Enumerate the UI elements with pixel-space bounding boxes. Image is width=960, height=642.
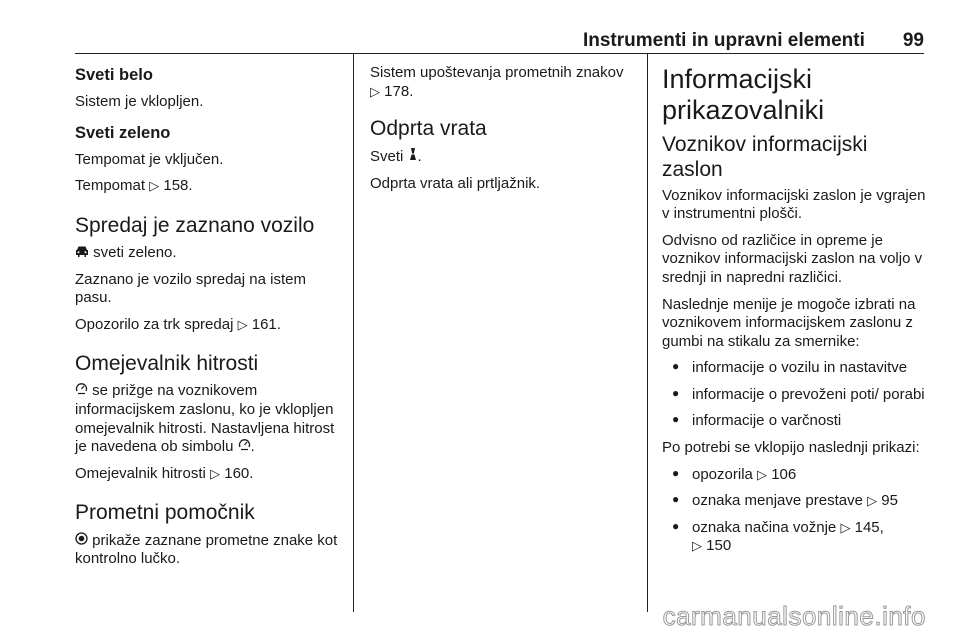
reference-arrow-icon: ▷ [237,316,248,332]
car-front-icon [75,244,89,261]
paragraph [75,316,345,335]
page-reference[interactable]: 161. [251,315,281,333]
paragraph-text: se prižge na voznikovem informacijskem zaslonu, ko je vklopljen omejevalnik hitrosti. Nastavljena hitrost je navedena ob simbolu [75,382,335,456]
list-item: ● informacije o varčnosti [662,412,930,431]
paragraph: Tempomat je vključen. [75,150,224,168]
list-item [662,519,930,556]
paragraph: se prižge na voznikovem informacijskem zaslonu, ko je vklopljen omejevalnik hitrosti. Nastavljena hitrost je navedena ob simbolu . [75,382,335,456]
paragraph: Sistem je vklopljen. [75,93,204,110]
paragraph: Naslednje menije je mogoče izbrati na voznikovem informacijskem zaslonu z gumbi na stikalu za smernike: [662,295,916,350]
header-divider [75,53,924,54]
reference-arrow-icon: ▷ [757,466,768,482]
paragraph [75,244,345,263]
page-reference[interactable]: 150 [706,537,732,555]
paragraph: Odvisno od različice in opreme je voznikov informacijski zaslon na voljo v srednji in napredni različici. [662,231,923,286]
menu-list [662,359,930,431]
list-item: ● informacije o vozilu in nastavitve [662,359,930,378]
paragraph: Po potrebi se vklopijo naslednji prikazi: [662,439,920,457]
reference-arrow-icon: ▷ [370,83,380,99]
reference-arrow-icon: ▷ [149,178,160,194]
reference-arrow-icon: ▷ [840,519,851,535]
section-heading-traffic-assistant: Prometni pomočnik [75,501,255,525]
paragraph-text: sveti zeleno. [93,243,177,261]
paragraph: Voznikov informacijski zaslon je vgrajen v instrumentni plošči. [662,186,926,223]
list-item [662,466,930,485]
section-heading-white: Sveti belo [75,66,153,84]
display-list [662,466,930,556]
column-divider-2 [647,54,648,612]
column-right [662,64,930,564]
page-reference[interactable]: 158. [163,177,193,195]
paragraph-text: prikaže zaznane prometne znake kot kontrolno lučko. [75,531,338,568]
column-divider-1 [353,54,354,612]
traffic-sign-icon [75,532,88,549]
page-reference[interactable]: 178. [384,82,414,100]
paragraph: Odprta vrata ali prtljažnik. [370,174,541,192]
page-reference[interactable]: 106 [771,465,797,483]
section-heading-vehicle-detected: Spredaj je zaznano vozilo [75,213,315,237]
speed-limiter-icon [75,382,88,399]
section-heading-speed-limiter: Omejevalnik hitrosti [75,352,259,376]
paragraph: Zaznano je vozilo spredaj na istem pasu. [75,270,306,307]
section-heading-green: Sveti zeleno [75,123,171,142]
reference-arrow-icon: ▷ [867,493,878,509]
section-heading-driver-info: Voznikov informacijski zaslon [662,133,868,181]
list-item [662,492,930,511]
paragraph [370,64,635,101]
page-header [75,26,924,52]
column-middle [370,64,635,202]
paragraph-text: Tempomat [75,177,146,195]
watermark: carmanualsonline.info [662,601,926,631]
paragraph [75,177,345,196]
chapter-title: Informacijski prikazovalniki [662,64,825,125]
reference-arrow-icon: ▷ [210,465,221,481]
section-heading-open-door: Odprta vrata [370,117,487,141]
speed-limiter-icon [238,438,251,455]
page-reference[interactable]: 145, [854,518,884,536]
paragraph: Sveti . [370,148,422,166]
paragraph-text: Sveti [370,148,404,166]
paragraph-text: Opozorilo za trk spredaj [75,315,234,333]
page-title: Instrumenti in upravni elementi [582,30,865,51]
door-open-icon [408,147,418,165]
list-item-text: oznaka menjave prestave [692,492,863,510]
list-item: ● informacije o prevoženi poti/ porabi [662,386,930,405]
page-reference[interactable]: 95 [881,492,898,510]
paragraph [75,465,345,484]
list-item-text: opozorila [692,465,753,483]
list-item-text: oznaka načina vožnje [692,518,837,536]
paragraph-text: Sistem upoštevanja prometnih znakov [370,64,624,81]
page-reference[interactable]: 160. [224,464,254,482]
page-number: 99 [902,30,924,51]
paragraph-text: Omejevalnik hitrosti [75,464,206,482]
paragraph [75,532,345,569]
column-left [75,64,345,577]
reference-arrow-icon: ▷ [692,538,702,554]
